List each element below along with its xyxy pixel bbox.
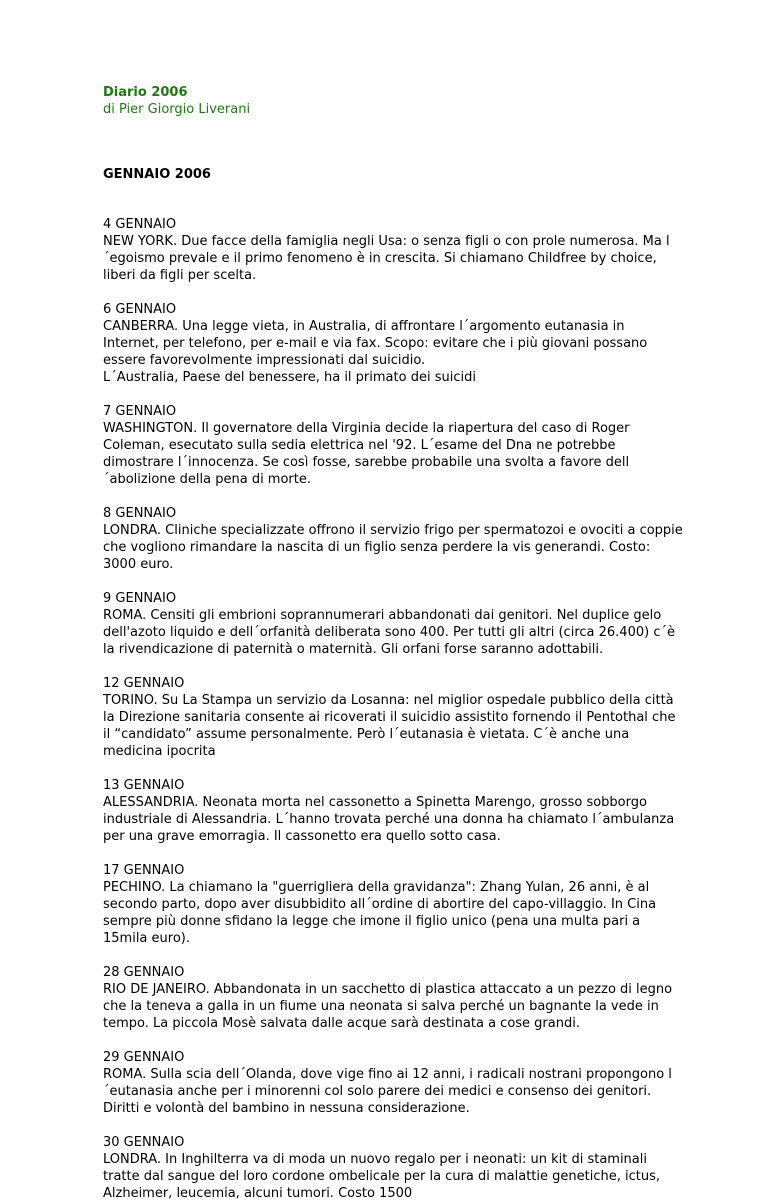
entry-text: TORINO. Su La Stampa un servizio da Losanna: nel miglior ospedale pubblico della città la Direzione sanitaria consente ai ricoverati il suicidio assistito fornendo il Pentothal che il “candidato” assume personalmente. Però l´eutanasia è vietata. C´è anche una medicina ipocrita bbox=[103, 693, 676, 759]
entry-date: 30 GENNAIO bbox=[103, 1135, 185, 1150]
entry-text: LONDRA. Cliniche specializzate offrono il servizio frigo per spermatozoi e ovociti a coppie che vogliono rimandare la nascita di un figlio senza perdere la vis generandi. Costo: 3000 euro. bbox=[103, 523, 683, 572]
entry-text-continued: L´Australia, Paese del benessere, ha il primato dei suicidi bbox=[103, 370, 476, 385]
document-title: Diario 2006 bbox=[103, 85, 188, 100]
entry-text: CANBERRA. Una legge vieta, in Australia, di affrontare l´argomento eutanasia in Internet, per telefono, per e-mail e via fax. Scopo: evitare che i più giovani possano essere favorevolmente impressionati dal suicidio. bbox=[103, 319, 648, 368]
entry-text: WASHINGTON. Il governatore della Virginia decide la riapertura del caso di Roger Coleman, esecutato sulla sedia elettrica nel '92. L´esame del Dna ne potrebbe dimostrare l´innocenza. Se così fosse, sarebbe probabile una svolta a favore dell´abolizione della pena di morte. bbox=[103, 421, 630, 487]
entry-text: ALESSANDRIA. Neonata morta nel cassonetto a Spinetta Marengo, grosso sobborgo industriale di Alessandria. L´hanno trovata perché una donna ha chiamato l´ambulanza per una grave emorragia. Il cassonetto era quello sotto casa. bbox=[103, 795, 675, 844]
diary-entry bbox=[103, 505, 684, 573]
entry-date: 9 GENNAIO bbox=[103, 591, 177, 606]
diary-entries bbox=[103, 216, 684, 1202]
entry-date: 29 GENNAIO bbox=[103, 1050, 185, 1065]
entry-date: 13 GENNAIO bbox=[103, 778, 185, 793]
entry-date: 28 GENNAIO bbox=[103, 965, 185, 980]
entry-date: 17 GENNAIO bbox=[103, 863, 185, 878]
entry-date: 7 GENNAIO bbox=[103, 404, 177, 419]
diary-entry bbox=[103, 862, 684, 947]
diary-entry bbox=[103, 403, 684, 488]
entry-text: ROMA. Sulla scia dell´Olanda, dove vige fino ai 12 anni, i radicali nostrani propongono l´eutanasia anche per i minorenni col solo parere dei medici e consenso dei genitori. Diritti e volontà del bambino in nessuna considerazione. bbox=[103, 1067, 672, 1116]
diary-entry bbox=[103, 777, 684, 845]
diary-entry bbox=[103, 301, 684, 386]
diary-entry bbox=[103, 1049, 684, 1117]
document-author: di Pier Giorgio Liverani bbox=[103, 102, 251, 117]
entry-text: ROMA. Censiti gli embrioni soprannumerari abbandonati dai genitori. Nel duplice gelo dell'azoto liquido e dell´orfanità deliberata sono 400. Per tutti gli altri (circa 26.400) c´è la rivendicazione di paternità o maternità. Gli orfani forse saranno adottabili. bbox=[103, 608, 675, 657]
diary-entry bbox=[103, 590, 684, 658]
month-heading: GENNAIO 2006 bbox=[103, 167, 211, 182]
diary-entry bbox=[103, 1134, 684, 1202]
entry-date: 8 GENNAIO bbox=[103, 506, 177, 521]
entry-text: NEW YORK. Due facce della famiglia negli Usa: o senza figli o con prole numerosa. Ma l´egoismo prevale e il primo fenomeno è in crescita. Si chiamano Childfree by choice, liberi da figli per scelta. bbox=[103, 234, 670, 283]
entry-text: RIO DE JANEIRO. Abbandonata in un sacchetto di plastica attaccato a un pezzo di legno che la teneva a galla in un fiume una neonata si salva perché un bagnante la vede in tempo. La piccola Mosè salvata dalle acque sarà destinata a cose grandi. bbox=[103, 982, 673, 1031]
entry-text: LONDRA. In Inghilterra va di moda un nuovo regalo per i neonati: un kit di staminali tratte dal sangue del loro cordone ombelicale per la cura di malattie genetiche, ictus, Alzheimer, leucemia, alcuni tumori. Costo 1500 bbox=[103, 1152, 660, 1201]
diary-entry bbox=[103, 964, 684, 1032]
diary-entry bbox=[103, 216, 684, 284]
entry-date: 12 GENNAIO bbox=[103, 676, 185, 691]
diary-entry bbox=[103, 675, 684, 760]
entry-date: 6 GENNAIO bbox=[103, 302, 177, 317]
entry-date: 4 GENNAIO bbox=[103, 217, 177, 232]
entry-text: PECHINO. La chiamano la "guerrigliera della gravidanza": Zhang Yulan, 26 anni, è al secondo parto, dopo aver disubbidito all´ordine di abortire del capo-villaggio. In Cina sempre più donne sfidano la legge che imone il figlio unico (pena una multa pari a 15mila euro). bbox=[103, 880, 657, 946]
